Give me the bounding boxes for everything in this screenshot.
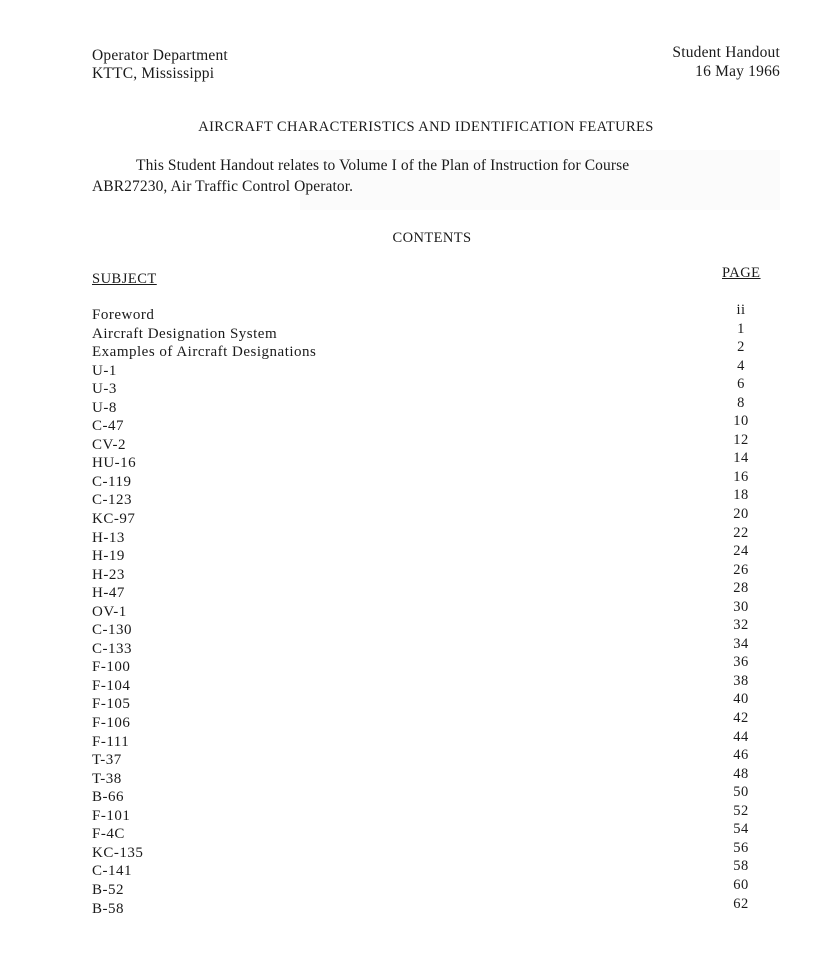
contents-page-number: 26: [733, 561, 749, 578]
contents-page-number: 24: [733, 543, 749, 560]
contents-page-number: 30: [733, 598, 749, 615]
contents-subject: CV-2: [92, 436, 126, 453]
contents-page-number: ii: [736, 302, 746, 318]
contents-page-number: 42: [733, 710, 749, 727]
contents-subject: F-104: [92, 677, 131, 694]
contents-subject: U-1: [92, 362, 117, 379]
contents-page-number: 6: [737, 376, 745, 393]
page-number-list: [712, 301, 770, 913]
contents-subject: Examples of Aircraft Designations: [92, 344, 317, 361]
intro-line-2: ABR27230, Air Traffic Control Operator.: [92, 178, 354, 195]
contents-page-number: 46: [733, 747, 749, 764]
contents-page-number: 10: [733, 413, 749, 430]
contents-page-number: 4: [737, 357, 745, 374]
contents-page-number: 54: [733, 821, 749, 838]
contents-subject: U-8: [92, 399, 117, 416]
contents-subject: KC-97: [92, 511, 136, 528]
contents-subject: T-37: [92, 752, 122, 769]
contents-page-number: 48: [733, 765, 749, 782]
intro-paragraph: [92, 155, 752, 197]
contents-subject: C-47: [92, 418, 124, 435]
contents-page-number: 8: [737, 394, 745, 411]
contents-page-number: 22: [733, 524, 749, 541]
contents-page-number: 12: [733, 431, 749, 448]
contents-subject: F-105: [92, 696, 131, 713]
contents-page-number: 56: [733, 839, 749, 856]
contents-subject: U-3: [92, 381, 117, 398]
contents-subject: B-52: [92, 881, 124, 898]
contents-page-number: 60: [733, 876, 749, 893]
header-location: KTTC, Mississippi: [92, 65, 215, 82]
contents-subject: B-66: [92, 789, 124, 806]
contents-subject: F-100: [92, 659, 131, 676]
contents-page-number: 2: [737, 339, 745, 356]
contents-page-number: 1: [737, 320, 745, 337]
header-document-type: Student Handout: [672, 44, 780, 61]
header-document-info: [672, 43, 780, 81]
contents-page-number: 38: [733, 672, 749, 689]
contents-page-number: 44: [733, 728, 749, 745]
contents-page-number: 16: [733, 468, 749, 485]
header-date: 16 May 1966: [695, 63, 780, 80]
contents-page-number: 14: [733, 450, 749, 467]
contents-page-number: 58: [733, 858, 749, 875]
contents-page-number: 62: [733, 895, 749, 912]
subject-column-header: SUBJECT: [92, 271, 157, 287]
intro-line-1: This Student Handout relates to Volume I of the Plan of Instruction for Course: [136, 157, 630, 174]
contents-subject: F-101: [92, 807, 131, 824]
contents-subject: C-133: [92, 640, 132, 657]
contents-page-number: 36: [733, 654, 749, 671]
contents-subject: H-47: [92, 585, 125, 602]
contents-page-number: 28: [733, 580, 749, 597]
contents-subject: KC-135: [92, 844, 144, 861]
document-title: AIRCRAFT CHARACTERISTICS AND IDENTIFICATION FEATURES: [198, 119, 654, 135]
contents-subject: C-141: [92, 863, 132, 880]
contents-heading: CONTENTS: [392, 230, 472, 246]
contents-subject: F-111: [92, 733, 130, 750]
contents-subject: F-106: [92, 715, 131, 732]
header-organization: [92, 47, 228, 83]
contents-page-number: 40: [733, 691, 749, 708]
contents-page-number: 20: [733, 506, 749, 523]
contents-subject: T-38: [92, 770, 122, 787]
contents-page-number: 32: [733, 617, 749, 634]
contents-subject: C-123: [92, 492, 132, 509]
contents-page-number: 18: [733, 487, 749, 504]
contents-subject: C-130: [92, 622, 132, 639]
contents-page-number: 50: [733, 784, 749, 801]
contents-subject: OV-1: [92, 603, 127, 620]
contents-subject: H-13: [92, 529, 125, 546]
contents-subject: C-119: [92, 473, 132, 490]
contents-subject: H-19: [92, 548, 125, 565]
contents-subject: H-23: [92, 566, 125, 583]
contents-subject: Aircraft Designation System: [92, 325, 278, 342]
page-column-header: PAGE: [722, 265, 761, 281]
contents-page-number: 34: [733, 635, 749, 652]
contents-subject: F-4C: [92, 826, 125, 843]
contents-subject: B-58: [92, 900, 124, 917]
subject-list: [92, 306, 316, 918]
contents-page-number: 52: [733, 802, 749, 819]
contents-subject: HU-16: [92, 455, 137, 472]
contents-subject: Foreword: [92, 307, 155, 323]
header-department: Operator Department: [92, 47, 228, 64]
